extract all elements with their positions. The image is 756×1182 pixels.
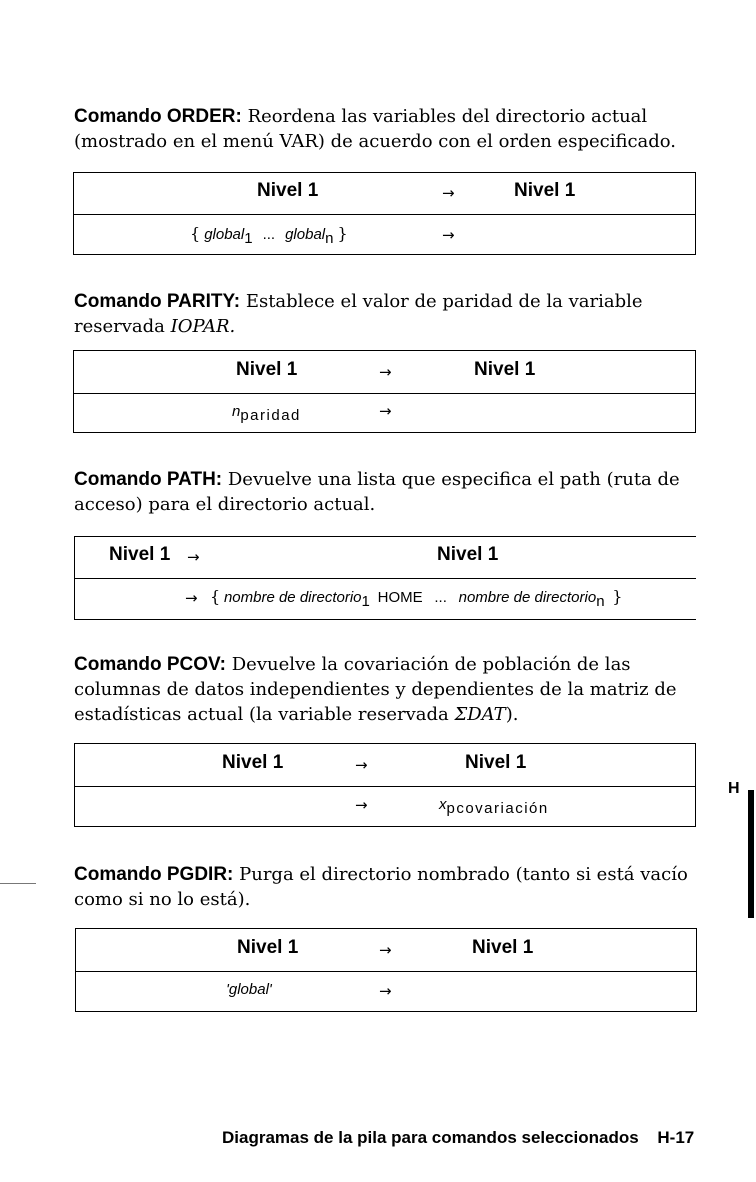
pcov-header-level-out: Nivel 1: [465, 752, 527, 773]
order-header-arrow: →: [442, 184, 455, 202]
pcov-reserved-var: ΣDAT: [454, 704, 506, 725]
pgdir-desc-line1: Purga el directorio nombrado (tanto si está vacío: [239, 864, 688, 885]
pcov-command-label: Comando PCOV:: [74, 654, 227, 675]
parity-header-arrow: →: [379, 363, 392, 381]
parity-reserved-var: IOPAR.: [170, 316, 236, 337]
pcov-stack-table: [74, 743, 696, 827]
path-row-output: { nombre de directorio$_1$ HOME ... nombre de directorio$_n$ }: [210, 587, 623, 610]
order-table-header: [74, 173, 695, 215]
path-desc-line1: Devuelve una lista que especifica el path (ruta de: [227, 469, 680, 490]
path-desc-line2: acceso) para el directorio actual.: [74, 494, 376, 515]
pcov-header-level-in: Nivel 1: [222, 752, 284, 773]
pgdir-header-level-in: Nivel 1: [237, 937, 299, 958]
pgdir-command-label: Comando PGDIR:: [74, 864, 234, 885]
pgdir-desc-line2: como si no lo está).: [74, 889, 251, 910]
parity-command-label: Comando PARITY:: [74, 291, 241, 312]
pgdir-stack-table: [75, 928, 697, 1012]
path-command-section: [74, 467, 714, 517]
parity-header-level-in: Nivel 1: [236, 359, 298, 380]
pgdir-row-input: 'global': [226, 981, 272, 998]
pgdir-row-arrow: →: [379, 982, 392, 1000]
parity-stack-table: [73, 350, 696, 433]
parity-command-section: [74, 289, 714, 339]
order-command-section: [74, 104, 714, 154]
path-row-arrow: →: [185, 589, 198, 607]
path-command-label: Comando PATH:: [74, 469, 223, 490]
pgdir-command-section: [74, 862, 714, 912]
pcov-header-arrow: →: [355, 756, 368, 774]
path-header-level-in: Nivel 1: [109, 544, 171, 565]
parity-header-level-out: Nivel 1: [474, 359, 536, 380]
path-stack-table: [74, 536, 696, 620]
pcov-table-header: [75, 744, 695, 787]
parity-row-arrow: →: [379, 402, 392, 420]
order-row-arrow: →: [442, 226, 455, 244]
page-footer: [222, 1128, 694, 1148]
parity-description: [74, 289, 714, 339]
pcov-desc-line1: Devuelve la covariación de población de las: [231, 654, 631, 675]
section-tab-bar: [748, 790, 754, 918]
pgdir-header-level-out: Nivel 1: [472, 937, 534, 958]
margin-dash: [0, 883, 36, 884]
pcov-desc-line2: columnas de datos independientes y dependientes de la matriz de: [74, 679, 677, 700]
path-description: [74, 467, 714, 517]
order-command-label: Comando ORDER:: [74, 106, 242, 127]
section-tab-letter: H: [728, 780, 740, 797]
pgdir-header-arrow: →: [379, 941, 392, 959]
parity-desc-line2a: reservada: [74, 316, 165, 337]
parity-row-input: $n_{paridad}$: [232, 403, 301, 425]
pcov-description: [74, 652, 714, 727]
order-stack-table: [73, 172, 696, 255]
pcov-row-arrow: →: [355, 796, 368, 814]
path-header-arrow: →: [187, 548, 200, 566]
order-header-level-out: Nivel 1: [514, 180, 576, 201]
pcov-desc-line3c: ).: [505, 704, 519, 725]
footer-title: Diagramas de la pila para comandos seleccionados: [222, 1128, 639, 1147]
path-header-level-out: Nivel 1: [437, 544, 499, 565]
pcov-row-output: $x_{pcovariación}$: [439, 796, 549, 818]
order-desc-line2: (mostrado en el menú VAR) de acuerdo con el orden especificado.: [74, 131, 677, 152]
order-desc-line1: Reordena las variables del directorio actual: [247, 106, 648, 127]
parity-desc-line1: Establece el valor de paridad de la variable: [245, 291, 643, 312]
page-number: H-17: [657, 1128, 695, 1147]
pcov-desc-line3a: estadísticas actual (la variable reservada: [74, 704, 449, 725]
order-row-input: { global$_1$ ... global$_n$ }: [190, 224, 348, 248]
order-description: [74, 104, 714, 154]
order-header-level-in: Nivel 1: [257, 180, 319, 201]
pcov-command-section: [74, 652, 714, 727]
pgdir-description: [74, 862, 714, 912]
